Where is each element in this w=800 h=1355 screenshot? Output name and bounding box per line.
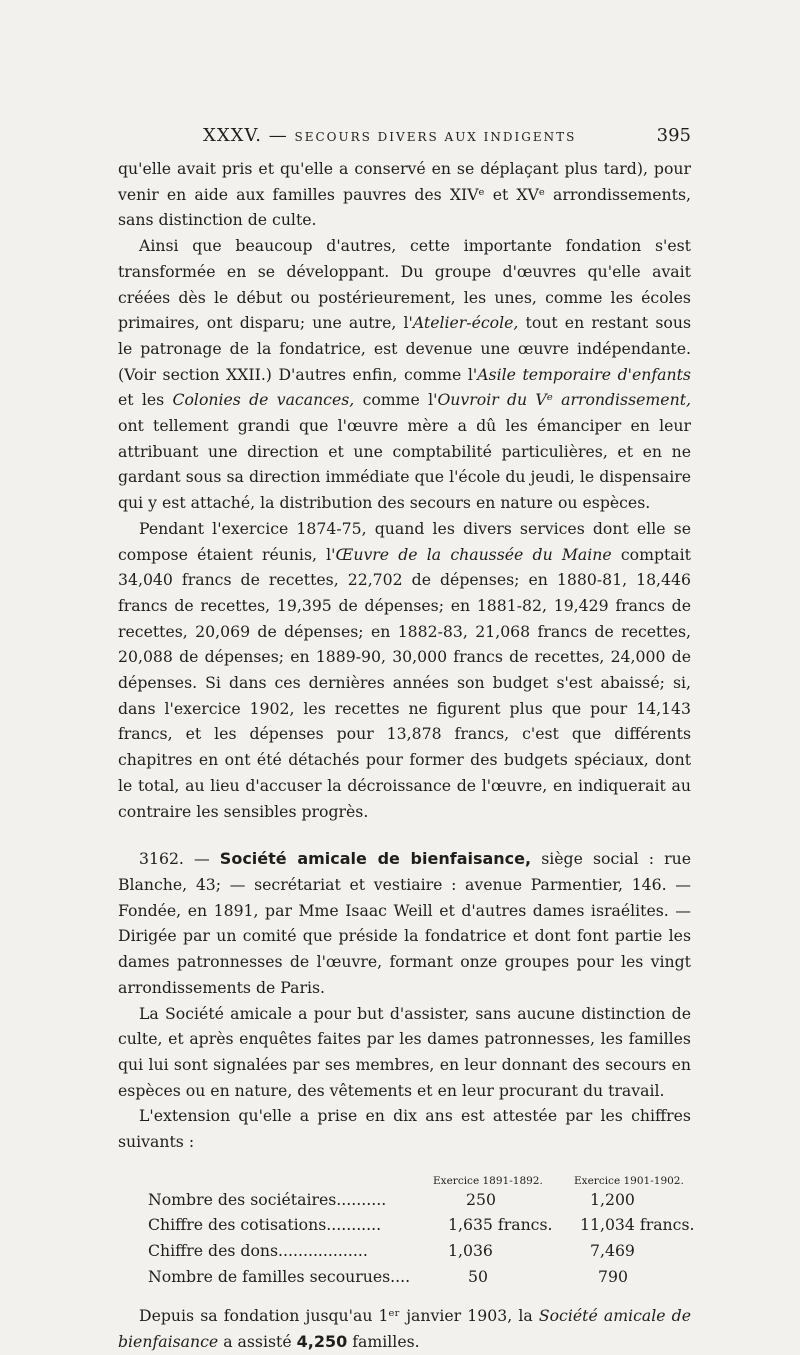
row-label: Nombre de familles secourues.... [148,1266,411,1286]
paragraph-transformation [118,233,691,516]
value-1891: 250 [466,1189,496,1209]
row-label: Chiffre des dons.................. [148,1241,368,1261]
text-span: comme l' [354,390,438,410]
paragraph-total [118,1303,691,1354]
page-body [118,156,695,1355]
text-span: familles. [347,1332,420,1352]
table-row [118,1187,691,1213]
text-span: Pendant l'exercice 1874-75, quand les divers services dont elle se compose étaient réunis, l' [118,518,691,564]
column-header-1901: Exercice 1901-1902. [574,1174,684,1187]
paragraph-extension: L'extension qu'elle a prise en dix ans est attestée par les chiffres suivants : [118,1106,691,1152]
running-header [118,125,691,151]
paragraph-continued: qu'elle avait pris et qu'elle a conservé en se déplaçant plus tard), pour venir en aide aux familles pauvres des XIVᵉ et XVᵉ arrondissements, sans distinction de culte. [118,159,691,230]
text-span: comptait 34,040 francs de recettes, 22,702 de dépenses; en 1880-81, 18,446 francs de recettes, 19,395 de dépenses; en 1881-82, 19,429 francs de recettes, 20,069 de dépenses; en 1882-83, 21,068 francs de recettes, 20,088 de dépenses; en 1889-90, 30,000 francs de recettes, 24,000 de dépenses. Si dans ces dernières années son budget s'est abaissé; si, dans l'exercice 1902, les recettes ne figurent plus que pour 14,143 francs, et les dépenses pour 13,878 francs, c'est que différents chapitres en ont été détachés pour former des budgets spéciaux, dont le total, au lieu d'accuser la décroissance de l'œuvre, en indiquerait au contraire les sensibles progrès. [118,544,691,821]
paragraph-purpose: La Société amicale a pour but d'assister, sans aucune distinction de culte, et après enquêtes faites par les dames patronnesses, les familles qui lui sont signalées par ses membres, en leur donnant des secours en espèces ou en nature, des vêtements et en leur procurant du travail. [118,1003,691,1100]
chapter-number: XXXV. — [203,125,288,146]
families-total: 4,250 [296,1332,348,1352]
chapter-name: SECOURS DIVERS AUX INDIGENTS [294,130,577,144]
number: 1,635 [448,1215,493,1235]
paragraph-finances [118,516,691,824]
asile-temporaire: Asile temporaire d'enfants [477,364,691,384]
section-title: Société amicale de bienfaisance, [219,849,532,869]
row-label: Nombre des sociétaires.......... [148,1189,387,1209]
text-span: et les [118,390,173,410]
value-1891: 1,036 [448,1241,493,1261]
societe-amicale-italic: Société amicale de bienfaisance [118,1306,692,1352]
section-number: 3162. — [139,849,220,869]
row-label: Chiffre des cotisations........... [148,1215,382,1235]
text-span: tout en restant sous le patronage de la fondatrice, est devenue une œuvre indépendante. (Voir section XXII.) D'autres enfin, comme l' [118,313,691,384]
colonies-vacances: Colonies de vacances, [172,390,355,410]
number: 11,034 [580,1215,635,1235]
section-3162 [118,846,691,1000]
atelier-ecole: Atelier-école, [412,313,519,333]
page-number: 395 [656,125,691,146]
value-1901: 790 [598,1266,628,1286]
unit: francs. [492,1215,553,1235]
stats-table-header [118,1163,691,1187]
table-row [118,1212,695,1238]
value-1901: 1,200 [590,1189,635,1209]
chapter-title [203,125,576,146]
text-span: siège social : rue Blanche, 43; — secrétariat et vestiaire : avenue Parmentier, 146. — Fondée, en 1891, par Mme Isaac Weill et d'autres dames israélites. — Dirigée par un comité que préside la fondatrice et dont font partie les dames patronnesses de l'œuvre, formant onze groupes pour les vingt arrondissements de Paris. [118,849,691,997]
text-span: Ainsi que beaucoup d'autres, cette importante fondation s'est transformée en se développant. Du groupe d'œuvres qu'elle avait créées dès le début ou postérieurement, les unes, comme les écoles primaires, ont disparu; une autre, l' [118,236,691,333]
value-1901 [580,1212,694,1238]
stats-table [118,1163,695,1290]
text-span: ont tellement grandi que l'œuvre mère a dû les émanciper en leur attribuant une direction et une comptabilité particulières, et en ne gardant sous sa direction immédiate que l'école du jeudi, le dispensaire qui y est attaché, la distribution des secours en nature ou espèces. [118,416,691,513]
value-1891 [448,1212,553,1238]
text-span: a assisté [218,1332,297,1352]
value-1901: 7,469 [590,1241,635,1261]
value-1891: 50 [468,1266,488,1286]
ouvroir: Ouvroir du Vᵉ arrondissement, [437,390,691,410]
oeuvre-chaussee-maine: Œuvre de la chaussée du Maine [335,544,612,564]
column-header-1891: Exercice 1891-1892. [433,1174,543,1187]
text-span: Depuis sa fondation jusqu'au 1ᵉʳ janvier 1903, la [139,1306,539,1326]
table-row [118,1238,691,1264]
unit: francs. [634,1215,695,1235]
table-row [118,1264,691,1290]
